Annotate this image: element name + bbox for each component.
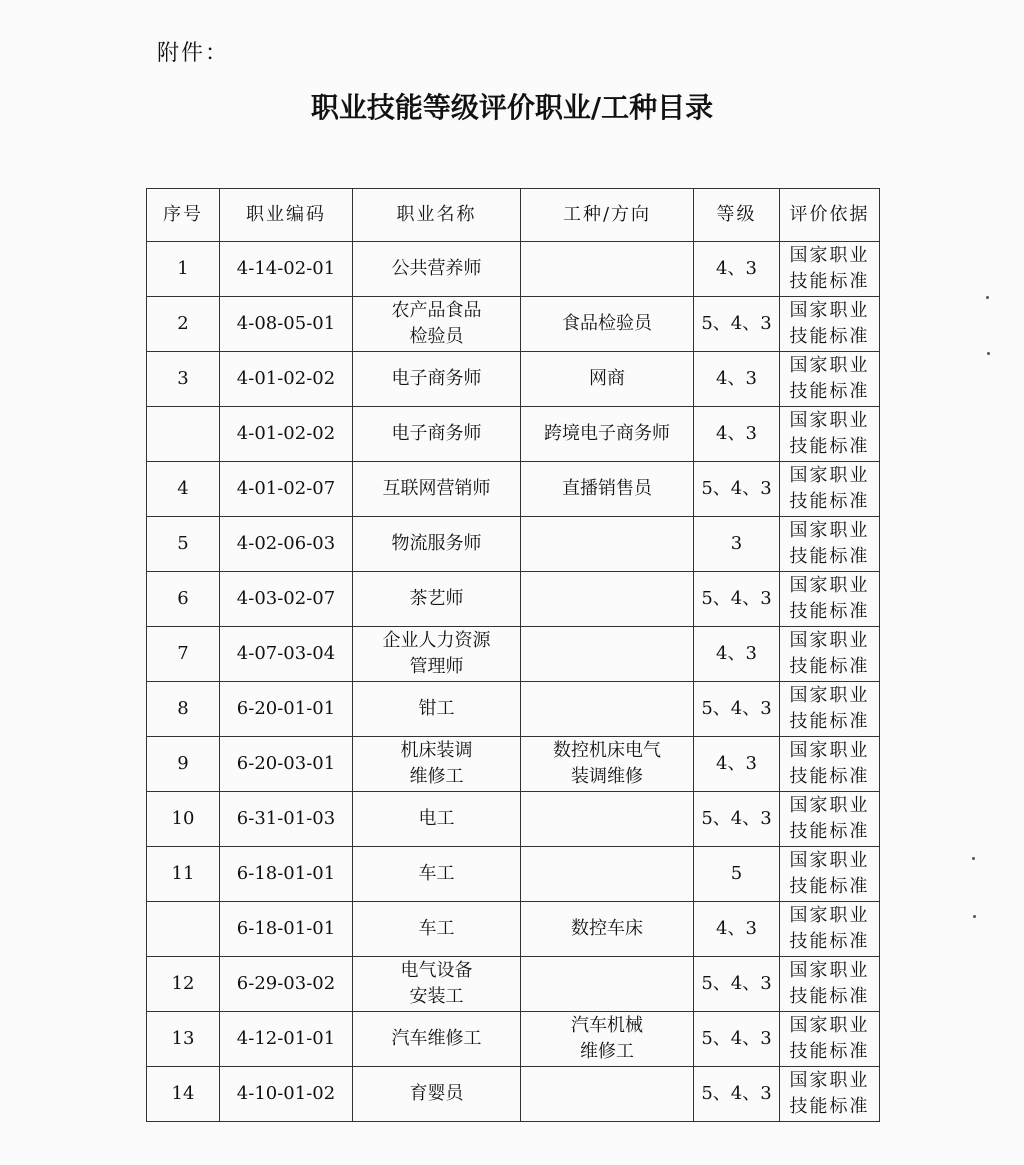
cell-direction: 跨境电子商务师: [521, 407, 694, 462]
header-basis: 评价依据: [780, 189, 880, 242]
header-code: 职业编码: [220, 189, 353, 242]
cell-code: 4-01-02-02: [220, 407, 353, 462]
cell-name: 茶艺师: [353, 572, 521, 627]
cell-code: 4-12-01-01: [220, 1012, 353, 1067]
cell-code: 4-10-01-02: [220, 1067, 353, 1122]
cell-basis: 国家职业 技能标准: [780, 297, 880, 352]
cell-basis: 国家职业 技能标准: [780, 517, 880, 572]
cell-basis: 国家职业 技能标准: [780, 682, 880, 737]
attachment-label: 附件：: [157, 41, 230, 66]
scan-speck: [973, 915, 976, 918]
cell-no: [147, 902, 220, 957]
table-row: [147, 352, 880, 407]
cell-basis: 国家职业 技能标准: [780, 1067, 880, 1122]
table-row: [147, 957, 880, 1012]
cell-code: 6-31-01-03: [220, 792, 353, 847]
cell-direction: [521, 627, 694, 682]
cell-name: 电子商务师: [353, 407, 521, 462]
cell-level: 4、3: [694, 902, 780, 957]
cell-basis: 国家职业 技能标准: [780, 627, 880, 682]
cell-basis: 国家职业 技能标准: [780, 462, 880, 517]
cell-level: 5: [694, 847, 780, 902]
cell-level: 5、4、3: [694, 957, 780, 1012]
cell-direction: [521, 1067, 694, 1122]
cell-code: 4-02-06-03: [220, 517, 353, 572]
cell-level: 4、3: [694, 737, 780, 792]
cell-no: 2: [147, 297, 220, 352]
cell-basis: 国家职业 技能标准: [780, 1012, 880, 1067]
cell-name: 育婴员: [353, 1067, 521, 1122]
cell-level: 3: [694, 517, 780, 572]
table-row: [147, 407, 880, 462]
table-row: [147, 792, 880, 847]
table-row: [147, 737, 880, 792]
cell-no: 10: [147, 792, 220, 847]
table-row: [147, 297, 880, 352]
cell-no: [147, 407, 220, 462]
table-row: [147, 1067, 880, 1122]
cell-code: 6-20-01-01: [220, 682, 353, 737]
cell-no: 9: [147, 737, 220, 792]
header-direction: 工种/方向: [521, 189, 694, 242]
cell-level: 5、4、3: [694, 297, 780, 352]
cell-name: 公共营养师: [353, 242, 521, 297]
cell-code: 4-07-03-04: [220, 627, 353, 682]
cell-direction: 直播销售员: [521, 462, 694, 517]
cell-no: 6: [147, 572, 220, 627]
cell-name: 车工: [353, 847, 521, 902]
occupation-catalog-table: [146, 188, 880, 1122]
cell-name: 电工: [353, 792, 521, 847]
cell-direction: 食品检验员: [521, 297, 694, 352]
cell-basis: 国家职业 技能标准: [780, 242, 880, 297]
table-row: [147, 902, 880, 957]
scan-speck: [972, 857, 975, 860]
cell-name: 车工: [353, 902, 521, 957]
cell-direction: [521, 517, 694, 572]
cell-name: 钳工: [353, 682, 521, 737]
cell-no: 4: [147, 462, 220, 517]
table-row: [147, 462, 880, 517]
cell-direction: 数控机床电气 装调维修: [521, 737, 694, 792]
cell-code: 4-08-05-01: [220, 297, 353, 352]
cell-level: 5、4、3: [694, 792, 780, 847]
cell-basis: 国家职业 技能标准: [780, 902, 880, 957]
cell-no: 13: [147, 1012, 220, 1067]
table-header-row: [147, 189, 880, 242]
cell-level: 5、4、3: [694, 682, 780, 737]
cell-basis: 国家职业 技能标准: [780, 792, 880, 847]
cell-basis: 国家职业 技能标准: [780, 737, 880, 792]
cell-no: 8: [147, 682, 220, 737]
scan-speck: [986, 296, 989, 299]
cell-name: 物流服务师: [353, 517, 521, 572]
cell-no: 12: [147, 957, 220, 1012]
cell-basis: 国家职业 技能标准: [780, 407, 880, 462]
cell-no: 14: [147, 1067, 220, 1122]
cell-code: 6-18-01-01: [220, 902, 353, 957]
cell-basis: 国家职业 技能标准: [780, 352, 880, 407]
cell-code: 4-01-02-07: [220, 462, 353, 517]
cell-direction: 数控车床: [521, 902, 694, 957]
cell-basis: 国家职业 技能标准: [780, 847, 880, 902]
cell-no: 1: [147, 242, 220, 297]
cell-name: 农产品食品 检验员: [353, 297, 521, 352]
cell-name: 电气设备 安装工: [353, 957, 521, 1012]
cell-level: 5、4、3: [694, 572, 780, 627]
cell-direction: [521, 242, 694, 297]
cell-level: 5、4、3: [694, 1012, 780, 1067]
table-row: [147, 242, 880, 297]
cell-code: 6-18-01-01: [220, 847, 353, 902]
cell-code: 6-20-03-01: [220, 737, 353, 792]
cell-code: 4-01-02-02: [220, 352, 353, 407]
page-title: 职业技能等级评价职业/工种目录: [310, 91, 714, 124]
cell-name: 电子商务师: [353, 352, 521, 407]
cell-basis: 国家职业 技能标准: [780, 572, 880, 627]
cell-level: 5、4、3: [694, 462, 780, 517]
table-row: [147, 572, 880, 627]
cell-code: 6-29-03-02: [220, 957, 353, 1012]
scan-speck: [987, 352, 990, 355]
cell-code: 4-03-02-07: [220, 572, 353, 627]
table-row: [147, 517, 880, 572]
cell-basis: 国家职业 技能标准: [780, 957, 880, 1012]
cell-no: 5: [147, 517, 220, 572]
cell-name: 企业人力资源 管理师: [353, 627, 521, 682]
cell-direction: 网商: [521, 352, 694, 407]
table-row: [147, 1012, 880, 1067]
cell-level: 4、3: [694, 627, 780, 682]
cell-no: 3: [147, 352, 220, 407]
cell-no: 7: [147, 627, 220, 682]
cell-name: 机床装调 维修工: [353, 737, 521, 792]
table-row: [147, 847, 880, 902]
cell-code: 4-14-02-01: [220, 242, 353, 297]
cell-name: 汽车维修工: [353, 1012, 521, 1067]
header-name: 职业名称: [353, 189, 521, 242]
cell-level: 4、3: [694, 352, 780, 407]
cell-level: 5、4、3: [694, 1067, 780, 1122]
cell-direction: 汽车机械 维修工: [521, 1012, 694, 1067]
table-row: [147, 627, 880, 682]
cell-level: 4、3: [694, 407, 780, 462]
cell-direction: [521, 847, 694, 902]
cell-direction: [521, 792, 694, 847]
cell-direction: [521, 682, 694, 737]
cell-level: 4、3: [694, 242, 780, 297]
cell-direction: [521, 572, 694, 627]
cell-name: 互联网营销师: [353, 462, 521, 517]
header-level: 等级: [694, 189, 780, 242]
cell-no: 11: [147, 847, 220, 902]
table-row: [147, 682, 880, 737]
cell-direction: [521, 957, 694, 1012]
header-no: 序号: [147, 189, 220, 242]
